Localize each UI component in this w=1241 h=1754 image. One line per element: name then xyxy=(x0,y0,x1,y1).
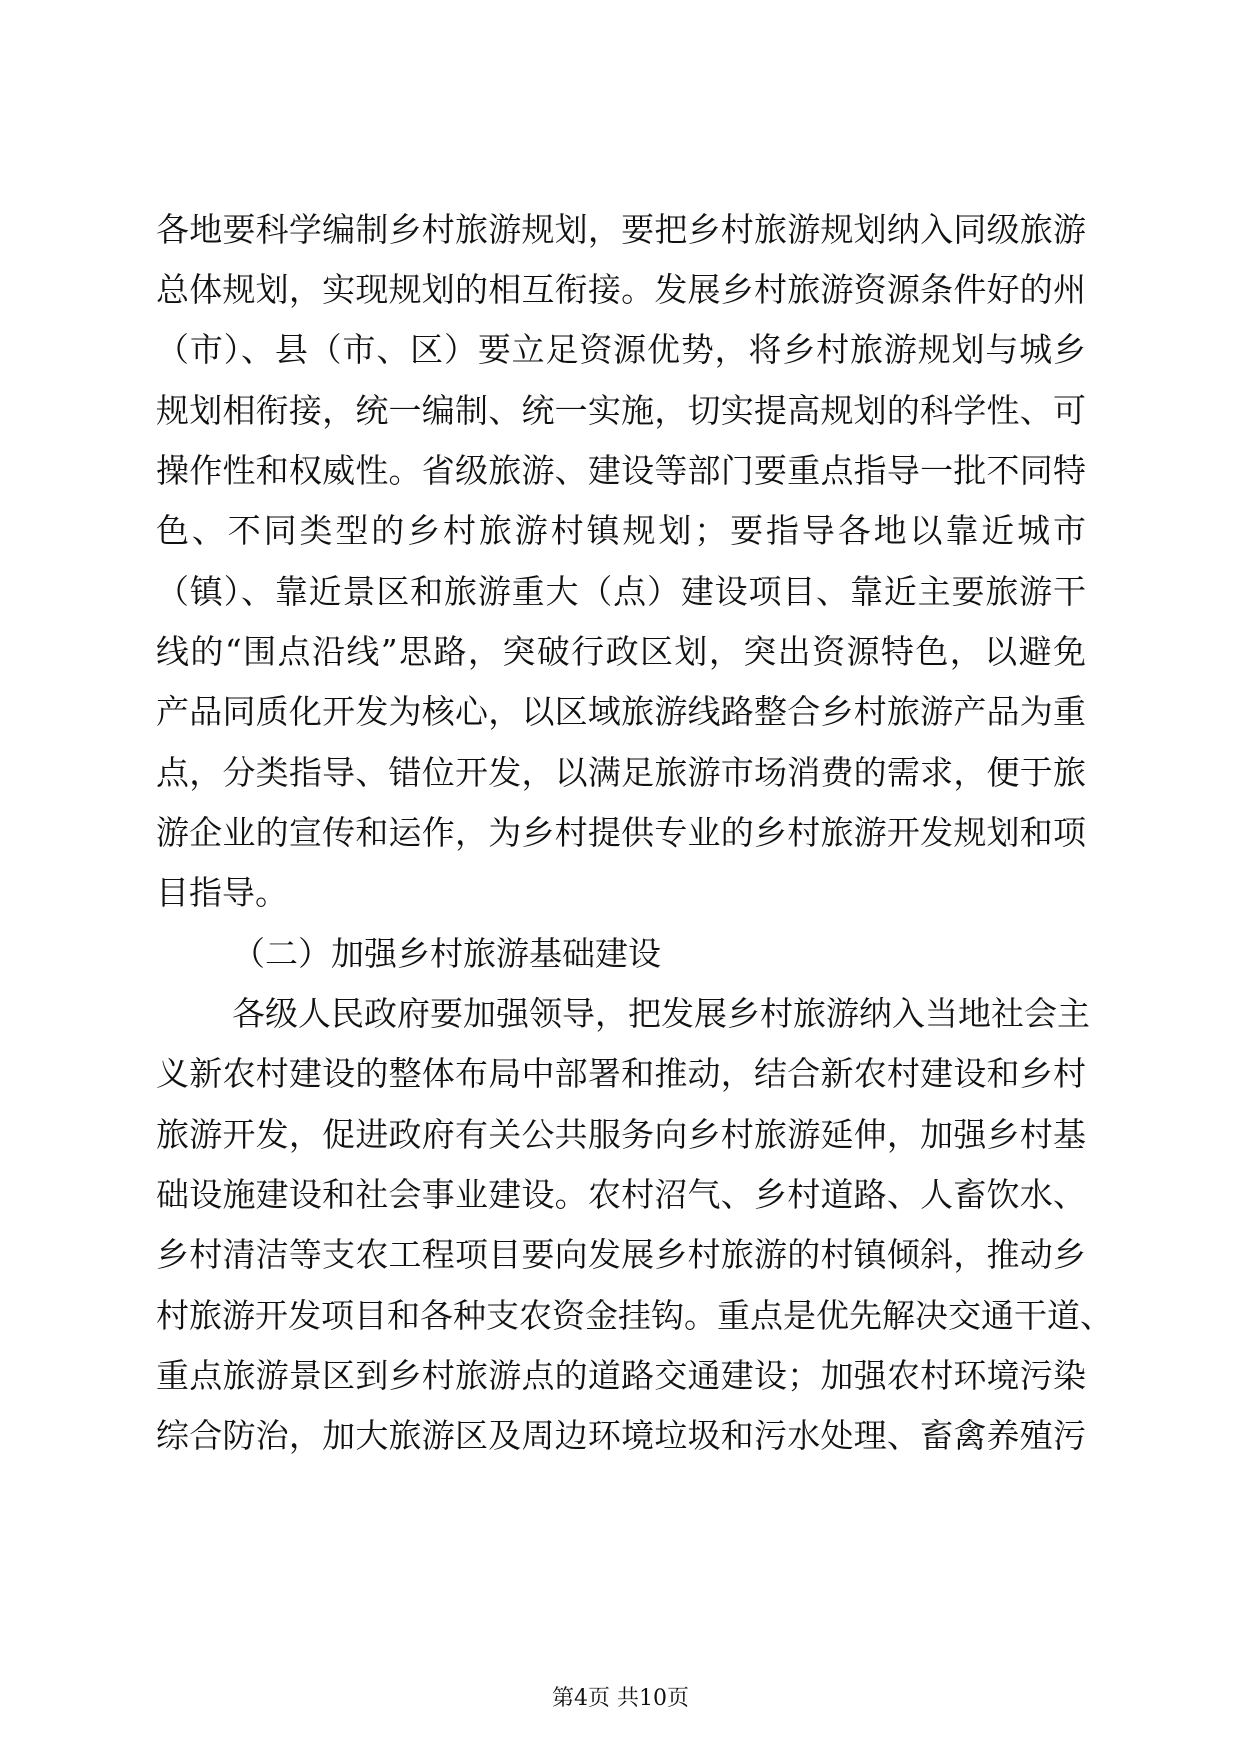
text-line: 村旅游开发项目和各种支农资金挂钩。重点是优先解决交通干道、 xyxy=(156,1296,1113,1335)
text-line: 产品同质化开发为核心，以区域旅游线路整合乡村旅游产品为重 xyxy=(156,692,1086,731)
text-line: 总体规划，实现规划的相互衔接。发展乡村旅游资源条件好的州 xyxy=(156,270,1086,309)
section-heading: （二）加强乡村旅游基础建设 xyxy=(232,934,661,973)
text-line: 色、不同类型的乡村旅游村镇规划；要指导各地以靠近城市 xyxy=(156,511,1086,550)
page-footer: 第4页 共10页 xyxy=(552,1686,689,1711)
text-line: 乡村清洁等支农工程项目要向发展乡村旅游的村镇倾斜，推动乡 xyxy=(156,1235,1086,1274)
text-line: 各地要科学编制乡村旅游规划，要把乡村旅游规划纳入同级旅游 xyxy=(156,210,1086,249)
text-line: （市）、县（市、区）要立足资源优势，将乡村旅游规划与城乡 xyxy=(156,330,1086,369)
text-line: 操作性和权威性。省级旅游、建设等部门要重点指导一批不同特 xyxy=(156,451,1086,490)
text-line: 综合防治，加大旅游区及周边环境垃圾和污水处理、畜禽养殖污 xyxy=(156,1416,1086,1455)
text-line: （镇）、靠近景区和旅游重大（点）建设项目、靠近主要旅游干 xyxy=(156,572,1086,611)
text-line: 各级人民政府要加强领导，把发展乡村旅游纳入当地社会主 xyxy=(232,994,1090,1033)
text-line: 础设施建设和社会事业建设。农村沼气、乡村道路、人畜饮水、 xyxy=(156,1175,1086,1214)
text-line: 义新农村建设的整体布局中部署和推动，结合新农村建设和乡村 xyxy=(156,1054,1086,1093)
text-line: 旅游开发，促进政府有关公共服务向乡村旅游延伸，加强乡村基 xyxy=(156,1115,1086,1154)
text-line: 目指导。 xyxy=(156,873,288,912)
text-line: 点，分类指导、错位开发，以满足旅游市场消费的需求，便于旅 xyxy=(156,753,1086,792)
text-line: 重点旅游景区到乡村旅游点的道路交通建设；加强农村环境污染 xyxy=(156,1356,1086,1395)
text-line: 线的“围点沿线”思路，突破行政区划，突出资源特色，以避免 xyxy=(156,632,1086,671)
text-line: 游企业的宣传和运作，为乡村提供专业的乡村旅游开发规划和项 xyxy=(156,813,1086,852)
text-line: 规划相衔接，统一编制、统一实施，切实提高规划的科学性、可 xyxy=(156,391,1086,430)
